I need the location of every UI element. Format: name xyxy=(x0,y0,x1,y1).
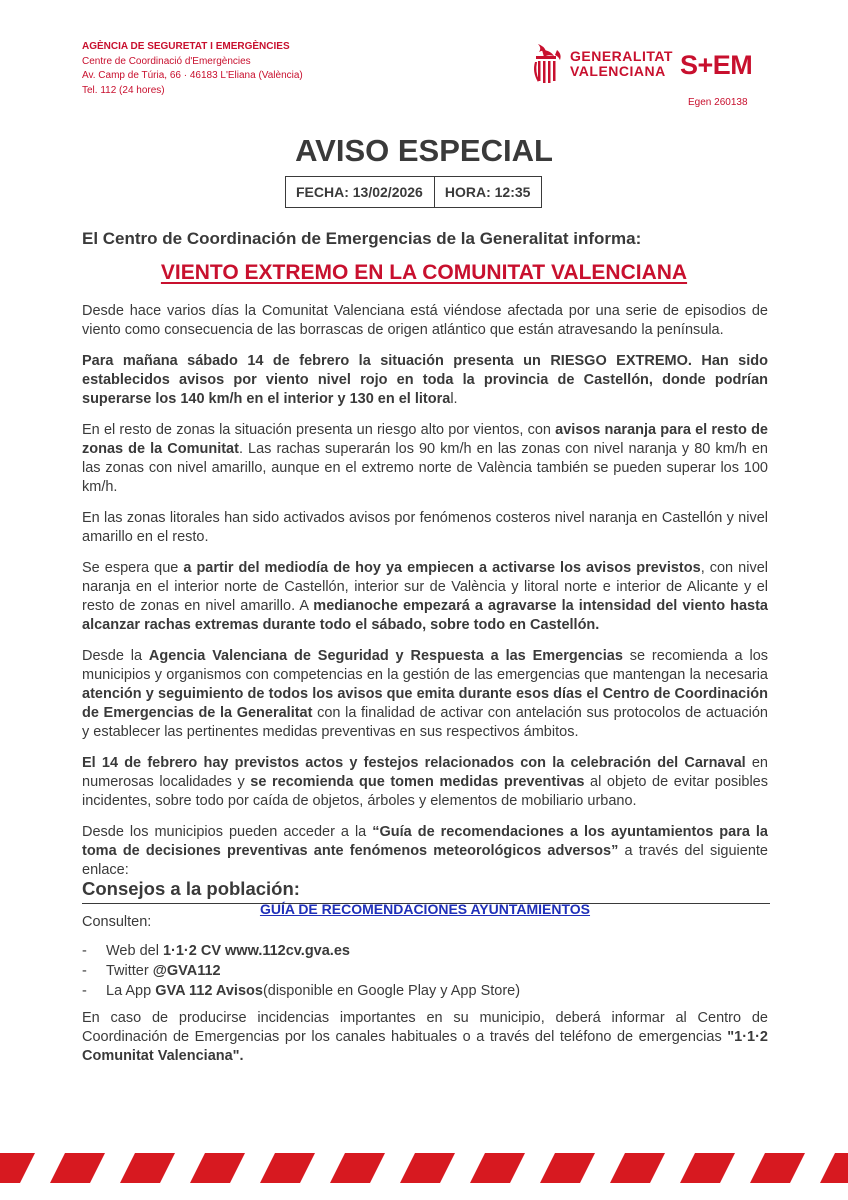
list-item xyxy=(82,941,520,961)
page-title: AVISO ESPECIAL xyxy=(295,133,553,168)
intro-heading: El Centro de Coordinación de Emergencias de la Generalitat informa: xyxy=(82,229,642,248)
agency-address: Av. Camp de Túria, 66 · 46183 L'Eliana (València) xyxy=(82,70,303,81)
item-pre: La App xyxy=(106,983,152,999)
list-item xyxy=(82,981,520,1001)
item-bold: GVA 112 Avisos xyxy=(155,983,263,999)
paragraph-8 xyxy=(82,823,768,880)
p5-a: Se espera que xyxy=(82,560,184,576)
consulten-label: Consulten: xyxy=(82,914,152,930)
gv-line2: VALENCIANA xyxy=(570,63,666,79)
p1-text: Desde hace varios días la Comunitat Valenciana está viéndose afectada por una serie de episodios de viento como consecuencia de las borrascas de origen atlántico que están atravesando la península. xyxy=(82,303,768,338)
contact-list xyxy=(82,941,520,1001)
closing-a: En caso de producirse incidencias importantes en su municipio, deberá informar al Centro de Coordinación de Emergencias por los canales habituales o a través del teléfono de emergencias xyxy=(82,1010,768,1045)
paragraph-7 xyxy=(82,754,768,811)
agency-block xyxy=(82,40,303,98)
hora-cell: HORA: 12:35 xyxy=(444,184,531,200)
agency-name: AGÈNCIA DE SEGURETAT I EMERGÈNCIES xyxy=(82,41,290,52)
item-pre: Web del xyxy=(106,943,159,959)
agency-center: Centre de Coordinació d'Emergències xyxy=(82,55,251,67)
paragraph-6 xyxy=(82,647,768,742)
p5-c: , con nivel naranja en el interior norte de Castellón, interior sur de València y litoral norte e interior de Alicante y el resto de zonas en nivel amarillo. A xyxy=(82,560,768,614)
warning-stripes xyxy=(0,1153,848,1183)
p8-c: a través del siguiente enlace: xyxy=(82,843,768,878)
p6-e: con la finalidad de activar con antelación sus protocolos de actuación y establecer las pertinentes medidas preventivas en sus respectivos ámbitos. xyxy=(82,705,768,740)
agency-phone: Tel. 112 (24 hores) xyxy=(82,84,165,96)
list-dash: - xyxy=(82,943,87,959)
p2-bold: Para mañana sábado 14 de febrero la situación presenta un RIESGO EXTREMO. Han sido establecidos avisos por viento nivel rojo en toda la provincia de Castellón, donde podrían superarse los 140 km/h en el interior y 130 en el litora xyxy=(82,353,768,407)
p3-a: En el resto de zonas la situación presenta un riesgo alto por vientos, con xyxy=(82,422,556,438)
generalitat-logo xyxy=(530,42,673,86)
guide-link[interactable]: GUÍA DE RECOMENDACIONES AYUNTAMIENTOS xyxy=(259,901,591,917)
item-pre: Twitter xyxy=(106,963,149,979)
item-bold[interactable]: 1·1·2 CV www.112cv.gva.es xyxy=(162,943,350,959)
p6-a: Desde la xyxy=(82,648,149,664)
p3-c: . Las rachas superarán los 90 km/h en las zonas con nivel naranja y 80 km/h en las zonas con nivel amarillo, aunque en el extremo norte de València también se pueden superar los 100 km/h. xyxy=(82,441,768,495)
paragraph-1 xyxy=(82,302,768,340)
item-bold[interactable]: @GVA112 xyxy=(152,963,221,979)
list-dash: - xyxy=(82,983,87,999)
generalitat-crest-icon xyxy=(530,42,564,86)
p7-b: en numerosas localidades y xyxy=(82,755,768,790)
gv-line1: GENERALITAT xyxy=(570,48,673,64)
p4-text: En las zonas litorales han sido activados avisos por fenómenos costeros nivel naranja en Castellón y nivel amarillo en el resto. xyxy=(82,510,768,545)
p7-c: se recomienda que tomen medidas preventivas xyxy=(250,774,585,790)
p7-d: al objeto de evitar posibles incidentes, sobre todo por caída de objetos, árboles y elementos de mobiliario urbano. xyxy=(82,774,768,809)
date-time-box xyxy=(285,176,542,208)
p8-a: Desde los municipios pueden acceder a la xyxy=(82,824,373,840)
p6-c: se recomienda a los municipios y organismos con competencias en la gestión de las emergencias que mantengan la necesaria xyxy=(82,648,769,683)
p3-b: avisos naranja para el resto de zonas de la Comunitat xyxy=(82,422,768,457)
sem-logo: S+EM xyxy=(680,50,753,80)
p2-tail: l. xyxy=(450,391,458,407)
fecha-cell: FECHA: 13/02/2026 xyxy=(286,177,435,207)
list-item xyxy=(82,961,520,981)
p5-d: medianoche empezará a agravarse la intensidad del viento hasta alcanzar rachas extremas durante todo el sábado, sobre todo en Castellón. xyxy=(82,598,768,633)
closing-paragraph xyxy=(82,1009,768,1066)
consejos-heading: Consejos a la población: xyxy=(82,878,770,904)
egen-reference: Egen 260138 xyxy=(688,97,748,108)
headline: VIENTO EXTREMO EN LA COMUNITAT VALENCIANA xyxy=(160,261,688,284)
p8-b: “Guía de recomendaciones a los ayuntamientos para la toma de decisiones preventivas ante fenómenos meteorológicos adversos” xyxy=(82,824,768,859)
list-dash: - xyxy=(82,963,87,979)
item-post: (disponible en Google Play y App Store) xyxy=(262,983,521,999)
notice-body xyxy=(82,302,768,932)
paragraph-5 xyxy=(82,559,768,635)
p5-b: a partir del mediodía de hoy ya empiecen a activarse los avisos previstos xyxy=(183,560,701,576)
p6-b: Agencia Valenciana de Seguridad y Respuesta a las Emergencias xyxy=(148,648,623,664)
paragraph-4 xyxy=(82,509,768,547)
p7-a: El 14 de febrero hay previstos actos y festejos relacionados con la celebración del Carnaval xyxy=(82,755,746,771)
closing-b: "1·1·2 Comunitat Valenciana". xyxy=(82,1029,768,1064)
p6-d: atención y seguimiento de todos los avisos que emita durante esos días el Centro de Coordinación de Emergencias de la Generalitat xyxy=(82,686,768,721)
paragraph-2 xyxy=(82,352,768,409)
paragraph-3 xyxy=(82,421,768,497)
